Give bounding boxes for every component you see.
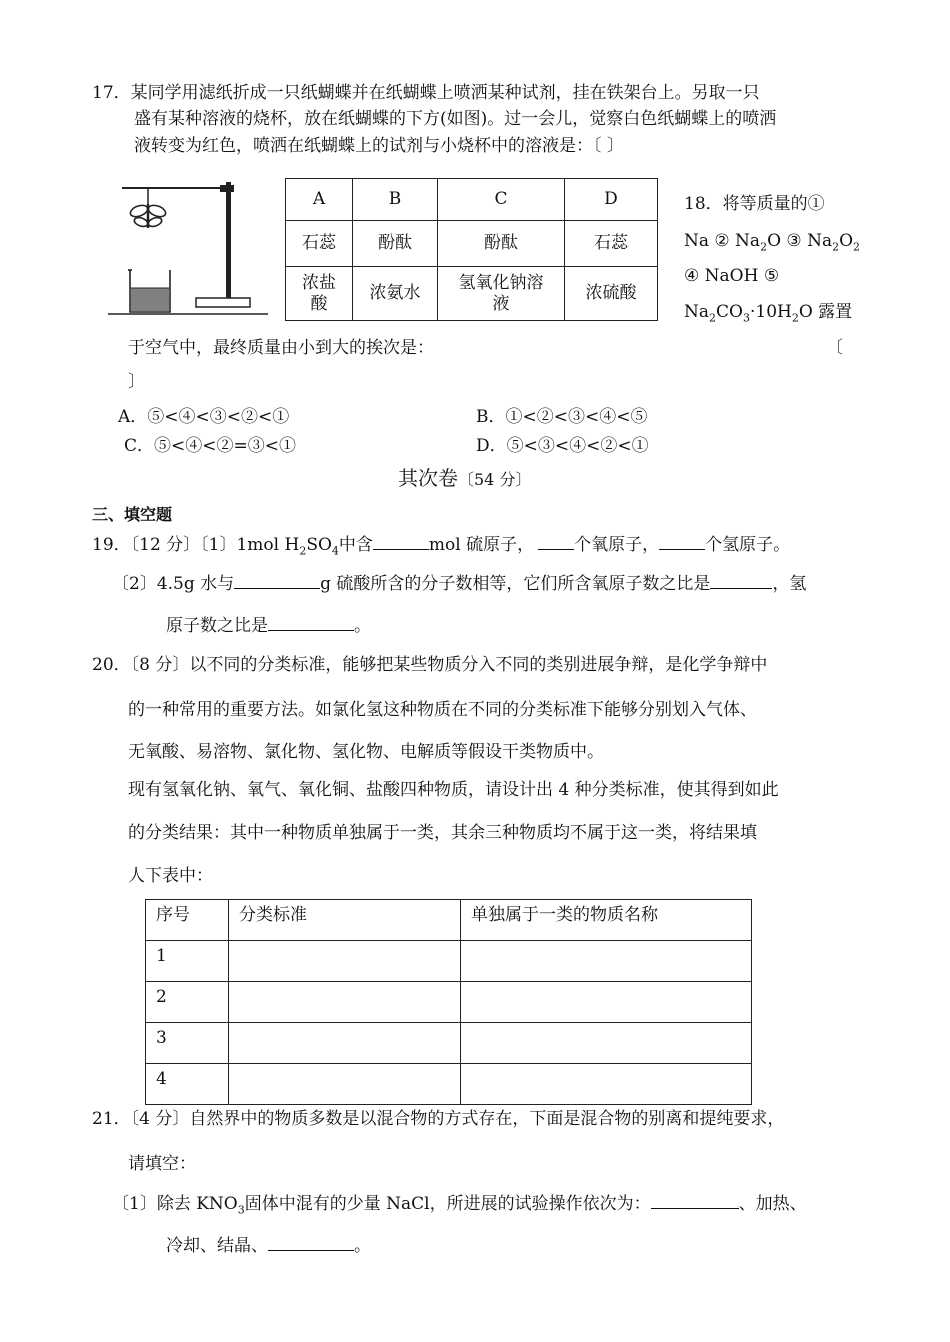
q20-line-3: 无氧酸、易溶物、氯化物、氢化物、电解质等假设干类物质中。	[128, 742, 604, 762]
q17-cell: 浓盐 酸	[286, 267, 353, 321]
q20-row-index: 4	[146, 1064, 229, 1105]
paper-butterfly-icon	[129, 203, 167, 228]
q17-cell: 氢氧化钠溶 液	[438, 267, 565, 321]
q20-answer-cell[interactable]	[461, 1064, 752, 1105]
q20-line-1: 20．〔8 分〕以不同的分类标准，能够把某些物质分入不同的类别进展争辩，是化学争辩中	[92, 655, 768, 675]
q18-option-c: C．⑤<④<②=③<①	[124, 436, 296, 456]
q18-option-a: A．⑤<④<③<②<①	[118, 407, 290, 427]
q18-option-d: D．⑤<③<④<②<①	[476, 436, 649, 456]
q17-cell: 浓氨水	[353, 267, 438, 321]
q20-answer-cell[interactable]	[461, 982, 752, 1023]
q19-line-2: 〔2〕4.5g 水与 g 硫酸所含的分子数相等，它们所含氧原子数之比是 ，氢	[112, 574, 807, 594]
q17-cell: 浓硫酸	[565, 267, 658, 321]
q19-line-1: 19．〔12 分〕〔1〕1mol $H_2SO_4$中含 mol 硫原子， 个氧原子， 个氢原子。	[92, 535, 791, 558]
q18-side-1: 18．将等质量的①	[684, 194, 825, 214]
q20-header-substance: 单独属于一类的物质名称	[461, 900, 752, 941]
q18-line-5: 于空气中，最终质量由小到大的挨次是：	[128, 338, 434, 358]
q17-line-1: 17．某同学用滤纸折成一只纸蝴蝶并在纸蝴蝶上喷洒某种试剂，挂在铁架台上。另取一只	[92, 83, 760, 103]
q17-cell: 酚酞	[438, 221, 565, 267]
q20-answer-cell[interactable]	[461, 1023, 752, 1064]
q20-row-index: 1	[146, 941, 229, 982]
q18-option-b: B．①<②<③<④<⑤	[476, 407, 648, 427]
q20-answer-cell[interactable]	[461, 941, 752, 982]
q20-line-5: 的分类结果：其中一种物质单独属于一类，其余三种物质均不属于这一类，将结果填	[128, 823, 757, 843]
q19-line-3: 原子数之比是 。	[166, 616, 371, 636]
q20-answer-cell[interactable]	[229, 982, 461, 1023]
q21-line-4: 冷却、结晶、 。	[166, 1236, 371, 1256]
q17-header-c: C	[438, 179, 565, 221]
q20-answer-cell[interactable]	[229, 941, 461, 982]
q17-line-2: 盛有某种溶液的烧杯，放在纸蝴蝶的下方(如图)。过一会儿，觉察白色纸蝴蝶上的喷洒	[134, 109, 777, 129]
q20-row-index: 3	[146, 1023, 229, 1064]
q17-line-3: 液转变为红色，喷洒在纸蝴蝶上的试剂与小烧杯中的溶液是：〔 〕	[134, 136, 624, 156]
q17-options-table	[285, 178, 658, 321]
q20-header-standard: 分类标准	[229, 900, 461, 941]
q17-cell: 石蕊	[565, 221, 658, 267]
section-2-title: 其次卷〔54 分〕	[398, 466, 532, 490]
q18-bracket-close: 〕	[128, 372, 145, 392]
q20-header-index: 序号	[146, 900, 229, 941]
beaker-icon	[128, 270, 170, 312]
q17-header-a: A	[286, 179, 353, 221]
q20-answer-cell[interactable]	[229, 1023, 461, 1064]
q20-line-2: 的一种常用的重要方法。如氯化氢这种物质在不同的分类标准下能够分别划入气体、	[128, 700, 757, 720]
q17-cell: 石蕊	[286, 221, 353, 267]
q17-header-d: D	[565, 179, 658, 221]
q20-answer-cell[interactable]	[229, 1064, 461, 1105]
q20-classification-table	[145, 899, 752, 1105]
q17-header-b: B	[353, 179, 438, 221]
q20-line-6: 人下表中：	[128, 866, 213, 886]
section-3-heading: 三、填空题	[92, 505, 173, 524]
q18-bracket-open: 〔	[826, 338, 843, 358]
q21-line-2: 请填空：	[128, 1154, 196, 1174]
q21-line-1: 21．〔4 分〕自然界中的物质多数是以混合物的方式存在，下面是混合物的别离和提纯要求，	[92, 1109, 785, 1129]
q21-line-3: 〔1〕除去 $KNO_3$固体中混有的少量 NaCl，所进展的试验操作依次为： 、加热、	[112, 1194, 807, 1217]
q20-row-index: 2	[146, 982, 229, 1023]
q18-side-2: Na ② $Na_2O$ ③ $Na_2O_2$	[684, 231, 861, 254]
q20-line-4: 现有氢氧化钠、氧气、氧化铜、盐酸四种物质，请设计出 4 种分类标准，使其得到如此	[128, 780, 779, 800]
q18-side-4: $Na_2CO_3\cdot 10H_2O$ 露置	[684, 302, 853, 325]
iron-stand-figure	[108, 178, 273, 320]
q17-cell: 酚酞	[353, 221, 438, 267]
q18-side-3: ④ NaOH ⑤	[684, 266, 780, 286]
